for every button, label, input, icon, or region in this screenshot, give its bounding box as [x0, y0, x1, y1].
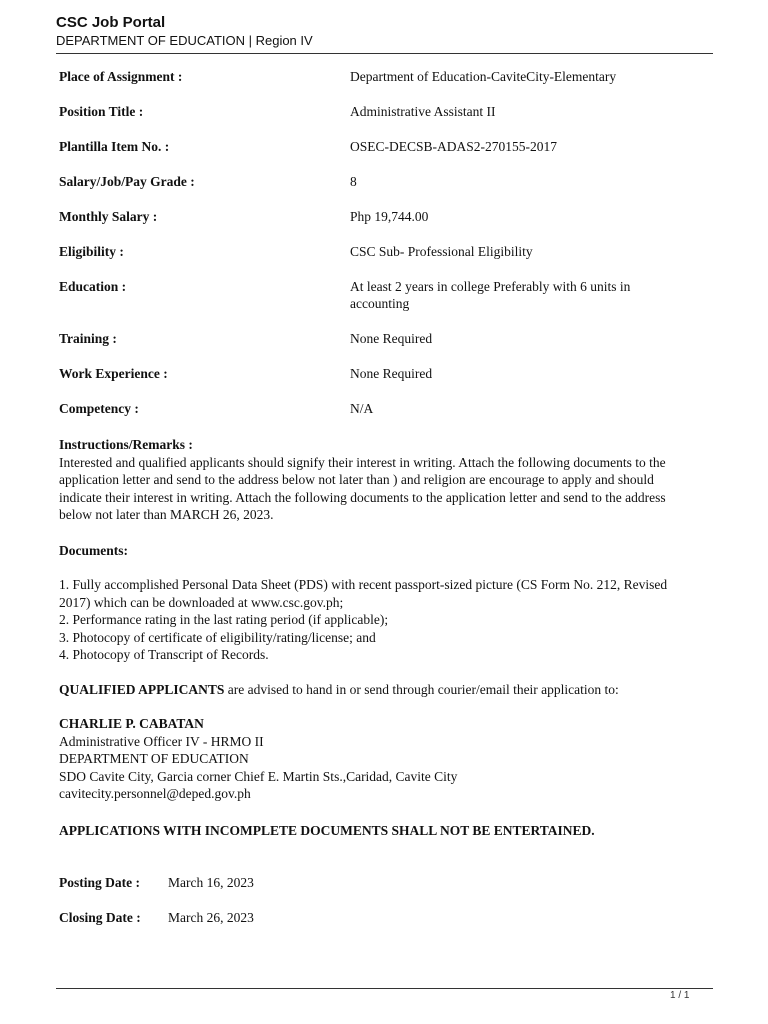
documents-heading: Documents: — [59, 543, 128, 558]
field-plantilla-item — [59, 138, 699, 173]
contact-name: CHARLIE P. CABATAN — [59, 716, 204, 731]
field-value: None Required — [350, 331, 433, 346]
page-header — [56, 14, 713, 49]
department-subtitle: DEPARTMENT OF EDUCATION | Region IV — [56, 33, 313, 48]
field-value: Administrative Assistant II — [350, 104, 496, 119]
field-place-of-assignment — [59, 68, 699, 103]
contact-block — [59, 715, 699, 803]
field-value: 8 — [350, 174, 357, 189]
field-value: Department of Education-CaviteCity-Elementary — [350, 69, 617, 84]
instructions-text: Interested and qualified applicants should signify their interest in writing. Attach the following documents to the application letter and send to the address below not later than ) and religion are encourage to apply and should indicate their interest in writing. Attach the following documents to the application letter and send to the address below not later than MARCH 26, 2023. — [59, 454, 666, 523]
documents-list — [59, 576, 699, 664]
date-value: March 26, 2023 — [168, 910, 254, 925]
page-number: 1 / 1 — [670, 990, 690, 1001]
contact-office: DEPARTMENT OF EDUCATION — [59, 751, 249, 767]
field-label: Eligibility : — [59, 244, 124, 259]
field-value: CSC Sub- Professional Eligibility — [350, 244, 533, 259]
field-education — [59, 278, 699, 330]
date-label: Closing Date : — [59, 910, 141, 925]
closing-date — [59, 909, 699, 944]
field-label: Plantilla Item No. : — [59, 139, 170, 154]
field-label: Education : — [59, 279, 127, 294]
field-label: Monthly Salary : — [59, 209, 158, 224]
field-value: N/A — [350, 401, 374, 416]
date-label: Posting Date : — [59, 875, 140, 890]
date-value: March 16, 2023 — [168, 875, 254, 890]
incomplete-warning: APPLICATIONS WITH INCOMPLETE DOCUMENTS SHALL NOT BE ENTERTAINED. — [59, 823, 595, 838]
qualified-text: are advised to hand in or send through courier/email their application to: — [224, 682, 619, 697]
field-competency — [59, 400, 699, 435]
instructions-section — [59, 436, 699, 524]
dates-section — [59, 874, 699, 944]
field-label: Position Title : — [59, 104, 144, 119]
field-value: OSEC-DECSB-ADAS2-270155-2017 — [350, 139, 558, 154]
header-divider — [56, 53, 713, 54]
contact-email: cavitecity.personnel@deped.gov.ph — [59, 786, 251, 802]
portal-title: CSC Job Portal — [56, 14, 166, 31]
field-salary-grade — [59, 173, 699, 208]
field-label: Place of Assignment : — [59, 69, 183, 84]
field-work-experience — [59, 365, 699, 400]
document-item: 3. Photocopy of certificate of eligibility/rating/license; and — [59, 629, 376, 645]
contact-address: SDO Cavite City, Garcia corner Chief E. Martin Sts.,Caridad, Cavite City — [59, 768, 458, 784]
document-item: 4. Photocopy of Transcript of Records. — [59, 647, 269, 663]
document-item: 2. Performance rating in the last rating period (if applicable); — [59, 612, 389, 628]
qualified-applicants-note — [59, 681, 699, 699]
field-training — [59, 330, 699, 365]
qualified-label: QUALIFIED APPLICANTS — [59, 682, 225, 697]
field-position-title — [59, 103, 699, 138]
field-value: Php 19,744.00 — [350, 209, 429, 224]
field-value: At least 2 years in college Preferably with 6 units in accounting — [350, 279, 631, 311]
field-monthly-salary — [59, 208, 699, 243]
contact-position: Administrative Officer IV - HRMO II — [59, 733, 264, 749]
instructions-heading: Instructions/Remarks : — [59, 437, 193, 452]
posting-date — [59, 874, 699, 909]
document-item: 1. Fully accomplished Personal Data Sheet (PDS) with recent passport-sized picture (CS Form No. 212, Revised 2017) which can be downloaded at www.csc.gov.ph; — [59, 577, 668, 610]
job-details — [59, 68, 699, 435]
field-label: Work Experience : — [59, 366, 168, 381]
footer-divider — [56, 988, 713, 989]
field-label: Competency : — [59, 401, 139, 416]
field-value: None Required — [350, 366, 433, 381]
field-label: Salary/Job/Pay Grade : — [59, 174, 195, 189]
field-label: Training : — [59, 331, 117, 346]
field-eligibility — [59, 243, 699, 278]
